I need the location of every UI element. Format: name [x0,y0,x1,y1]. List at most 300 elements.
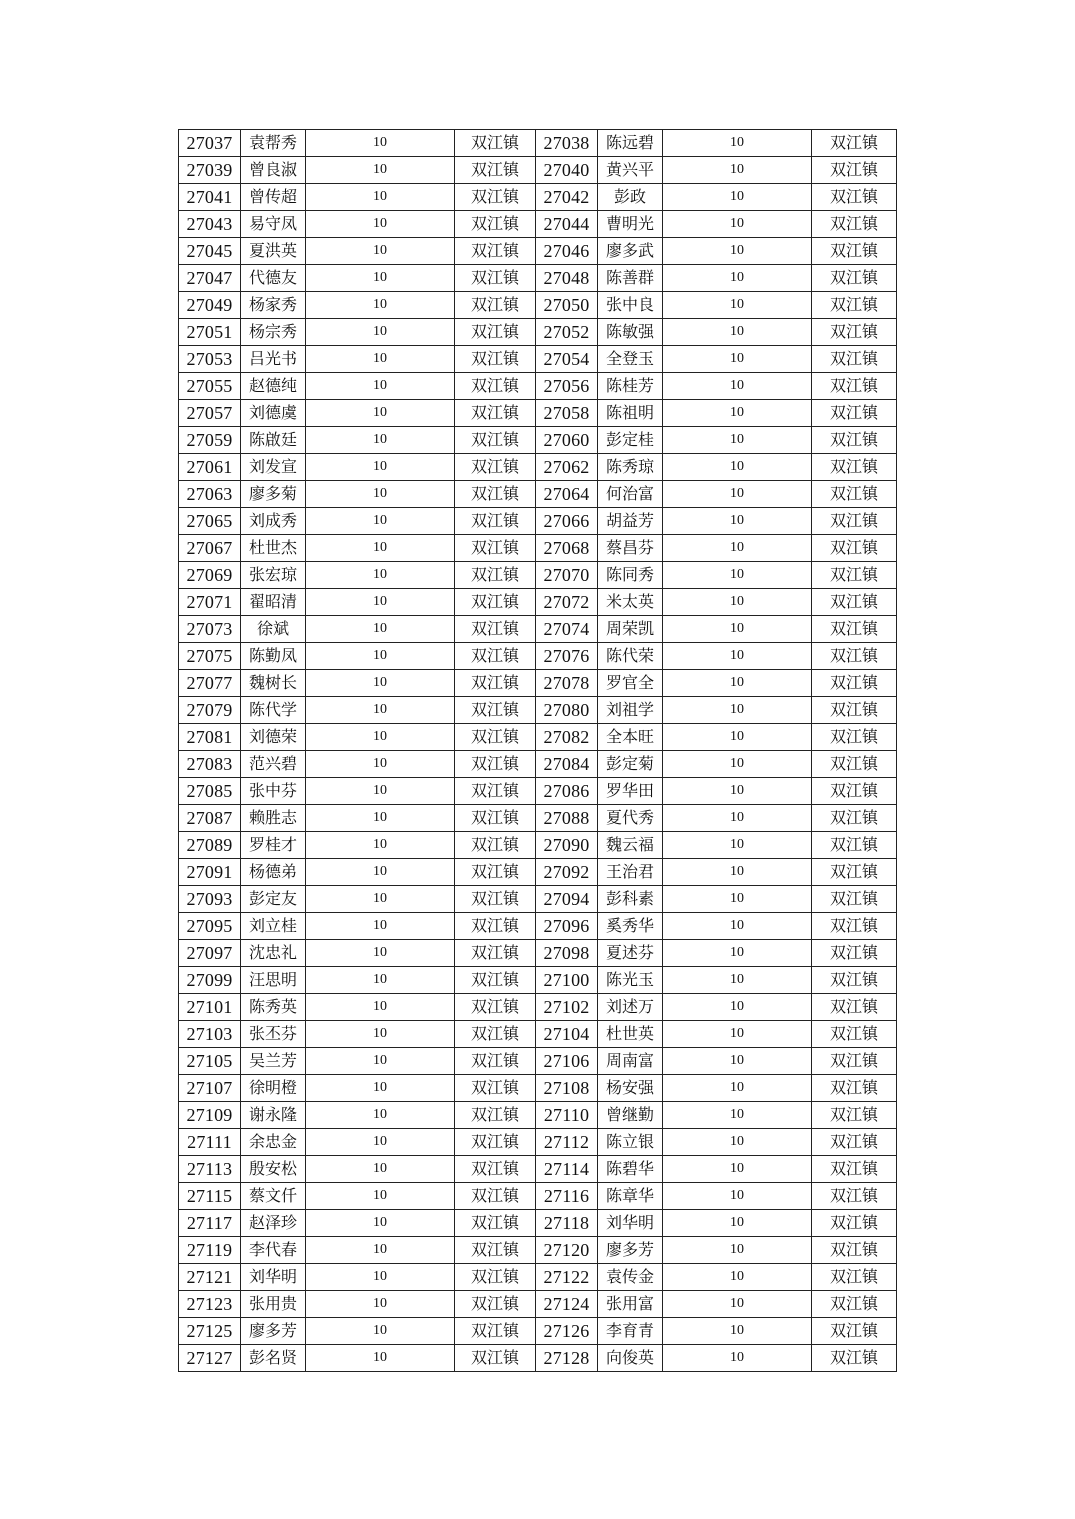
right-amount-value-cell: 10 [663,265,812,292]
right-person-name-cell: 陈远碧 [598,130,663,157]
left-record-id-cell: 27049 [179,292,241,319]
right-person-name-cell: 廖多武 [598,238,663,265]
right-person-name-cell: 陈同秀 [598,562,663,589]
right-record-id-cell: 27084 [536,751,598,778]
right-town-name-cell: 双江镇 [812,589,897,616]
table-row [179,1102,897,1129]
left-amount-value-cell: 10 [306,589,455,616]
right-town-name-cell: 双江镇 [812,886,897,913]
right-town-name-cell: 双江镇 [812,1318,897,1345]
right-town-name-cell: 双江镇 [812,1048,897,1075]
left-record-id-cell: 27057 [179,400,241,427]
left-record-id-cell: 27083 [179,751,241,778]
right-person-name-cell: 彭政 [598,184,663,211]
table-row [179,805,897,832]
right-person-name-cell: 周荣凯 [598,616,663,643]
left-record-id-cell: 27081 [179,724,241,751]
right-amount-value-cell: 10 [663,859,812,886]
left-person-name-cell: 殷安松 [241,1156,306,1183]
right-town-name-cell: 双江镇 [812,1075,897,1102]
left-amount-value-cell: 10 [306,319,455,346]
left-town-name-cell: 双江镇 [455,535,536,562]
left-amount-value-cell: 10 [306,778,455,805]
right-amount-value-cell: 10 [663,157,812,184]
right-amount-value-cell: 10 [663,319,812,346]
left-person-name-cell: 袁帮秀 [241,130,306,157]
left-town-name-cell: 双江镇 [455,130,536,157]
right-amount-value-cell: 10 [663,913,812,940]
table-row [179,616,897,643]
right-person-name-cell: 刘祖学 [598,697,663,724]
left-record-id-cell: 27037 [179,130,241,157]
right-town-name-cell: 双江镇 [812,454,897,481]
left-town-name-cell: 双江镇 [455,211,536,238]
left-town-name-cell: 双江镇 [455,670,536,697]
right-amount-value-cell: 10 [663,886,812,913]
left-record-id-cell: 27071 [179,589,241,616]
right-record-id-cell: 27110 [536,1102,598,1129]
right-record-id-cell: 27126 [536,1318,598,1345]
table-row [179,1291,897,1318]
right-record-id-cell: 27056 [536,373,598,400]
left-town-name-cell: 双江镇 [455,238,536,265]
right-town-name-cell: 双江镇 [812,1156,897,1183]
left-amount-value-cell: 10 [306,1264,455,1291]
right-person-name-cell: 陈祖明 [598,400,663,427]
table-row [179,1318,897,1345]
left-town-name-cell: 双江镇 [455,697,536,724]
table-row [179,967,897,994]
right-person-name-cell: 曹明光 [598,211,663,238]
right-town-name-cell: 双江镇 [812,292,897,319]
left-town-name-cell: 双江镇 [455,1156,536,1183]
table-row [179,1345,897,1372]
left-person-name-cell: 沈忠礼 [241,940,306,967]
right-town-name-cell: 双江镇 [812,373,897,400]
right-town-name-cell: 双江镇 [812,130,897,157]
left-person-name-cell: 曾良淑 [241,157,306,184]
right-amount-value-cell: 10 [663,130,812,157]
right-record-id-cell: 27064 [536,481,598,508]
left-person-name-cell: 吴兰芳 [241,1048,306,1075]
left-amount-value-cell: 10 [306,616,455,643]
right-town-name-cell: 双江镇 [812,643,897,670]
left-town-name-cell: 双江镇 [455,373,536,400]
left-person-name-cell: 彭名贤 [241,1345,306,1372]
right-person-name-cell: 彭定桂 [598,427,663,454]
right-amount-value-cell: 10 [663,1048,812,1075]
table-row [179,1075,897,1102]
right-town-name-cell: 双江镇 [812,238,897,265]
left-record-id-cell: 27077 [179,670,241,697]
left-person-name-cell: 李代春 [241,1237,306,1264]
right-record-id-cell: 27092 [536,859,598,886]
table-row [179,697,897,724]
table-row [179,832,897,859]
left-person-name-cell: 谢永隆 [241,1102,306,1129]
left-person-name-cell: 廖多芳 [241,1318,306,1345]
left-person-name-cell: 刘成秀 [241,508,306,535]
left-person-name-cell: 廖多菊 [241,481,306,508]
left-person-name-cell: 吕光书 [241,346,306,373]
table-row [179,1183,897,1210]
right-amount-value-cell: 10 [663,967,812,994]
left-town-name-cell: 双江镇 [455,481,536,508]
right-person-name-cell: 夏代秀 [598,805,663,832]
right-record-id-cell: 27120 [536,1237,598,1264]
right-town-name-cell: 双江镇 [812,535,897,562]
left-town-name-cell: 双江镇 [455,1291,536,1318]
right-record-id-cell: 27060 [536,427,598,454]
left-person-name-cell: 杨德弟 [241,859,306,886]
table-row [179,886,897,913]
right-record-id-cell: 27052 [536,319,598,346]
right-amount-value-cell: 10 [663,1237,812,1264]
table-row [179,184,897,211]
left-town-name-cell: 双江镇 [455,994,536,1021]
right-record-id-cell: 27072 [536,589,598,616]
right-person-name-cell: 蔡昌芬 [598,535,663,562]
right-amount-value-cell: 10 [663,1102,812,1129]
left-amount-value-cell: 10 [306,1102,455,1129]
right-town-name-cell: 双江镇 [812,967,897,994]
right-amount-value-cell: 10 [663,292,812,319]
left-town-name-cell: 双江镇 [455,589,536,616]
left-person-name-cell: 刘德虞 [241,400,306,427]
right-amount-value-cell: 10 [663,238,812,265]
right-record-id-cell: 27044 [536,211,598,238]
table-row [179,292,897,319]
right-person-name-cell: 彭定菊 [598,751,663,778]
left-town-name-cell: 双江镇 [455,1075,536,1102]
right-town-name-cell: 双江镇 [812,1021,897,1048]
right-record-id-cell: 27058 [536,400,598,427]
left-amount-value-cell: 10 [306,913,455,940]
left-record-id-cell: 27123 [179,1291,241,1318]
left-amount-value-cell: 10 [306,1048,455,1075]
left-person-name-cell: 范兴碧 [241,751,306,778]
right-town-name-cell: 双江镇 [812,751,897,778]
table-row [179,1129,897,1156]
left-town-name-cell: 双江镇 [455,751,536,778]
left-record-id-cell: 27047 [179,265,241,292]
right-record-id-cell: 27080 [536,697,598,724]
right-town-name-cell: 双江镇 [812,1129,897,1156]
left-person-name-cell: 刘发宣 [241,454,306,481]
left-person-name-cell: 彭定友 [241,886,306,913]
right-record-id-cell: 27070 [536,562,598,589]
right-amount-value-cell: 10 [663,1021,812,1048]
left-person-name-cell: 徐斌 [241,616,306,643]
left-town-name-cell: 双江镇 [455,508,536,535]
right-person-name-cell: 米太英 [598,589,663,616]
left-town-name-cell: 双江镇 [455,967,536,994]
right-person-name-cell: 全登玉 [598,346,663,373]
left-amount-value-cell: 10 [306,724,455,751]
left-person-name-cell: 赖胜志 [241,805,306,832]
left-town-name-cell: 双江镇 [455,292,536,319]
left-record-id-cell: 27075 [179,643,241,670]
right-town-name-cell: 双江镇 [812,697,897,724]
right-record-id-cell: 27112 [536,1129,598,1156]
left-record-id-cell: 27051 [179,319,241,346]
right-record-id-cell: 27046 [536,238,598,265]
left-person-name-cell: 赵德纯 [241,373,306,400]
left-amount-value-cell: 10 [306,157,455,184]
table-row [179,1048,897,1075]
right-record-id-cell: 27104 [536,1021,598,1048]
left-person-name-cell: 陈勤凤 [241,643,306,670]
right-record-id-cell: 27122 [536,1264,598,1291]
left-town-name-cell: 双江镇 [455,1264,536,1291]
right-person-name-cell: 彭科素 [598,886,663,913]
right-amount-value-cell: 10 [663,1345,812,1372]
right-person-name-cell: 刘述万 [598,994,663,1021]
left-record-id-cell: 27103 [179,1021,241,1048]
table-row [179,400,897,427]
left-record-id-cell: 27065 [179,508,241,535]
left-person-name-cell: 刘德荣 [241,724,306,751]
left-record-id-cell: 27079 [179,697,241,724]
right-record-id-cell: 27108 [536,1075,598,1102]
left-town-name-cell: 双江镇 [455,1237,536,1264]
left-town-name-cell: 双江镇 [455,886,536,913]
right-person-name-cell: 罗官全 [598,670,663,697]
left-amount-value-cell: 10 [306,1021,455,1048]
right-amount-value-cell: 10 [663,589,812,616]
right-town-name-cell: 双江镇 [812,562,897,589]
right-person-name-cell: 张中良 [598,292,663,319]
right-person-name-cell: 陈代荣 [598,643,663,670]
table-row [179,130,897,157]
left-amount-value-cell: 10 [306,967,455,994]
left-person-name-cell: 张用贵 [241,1291,306,1318]
table-row [179,724,897,751]
right-town-name-cell: 双江镇 [812,1237,897,1264]
left-person-name-cell: 汪思明 [241,967,306,994]
table-row [179,319,897,346]
left-town-name-cell: 双江镇 [455,346,536,373]
right-town-name-cell: 双江镇 [812,616,897,643]
right-amount-value-cell: 10 [663,697,812,724]
right-record-id-cell: 27082 [536,724,598,751]
left-person-name-cell: 陈啟廷 [241,427,306,454]
right-record-id-cell: 27038 [536,130,598,157]
table-row [179,1237,897,1264]
right-record-id-cell: 27078 [536,670,598,697]
left-person-name-cell: 陈代学 [241,697,306,724]
left-town-name-cell: 双江镇 [455,400,536,427]
left-person-name-cell: 张宏琼 [241,562,306,589]
left-amount-value-cell: 10 [306,562,455,589]
left-record-id-cell: 27089 [179,832,241,859]
left-town-name-cell: 双江镇 [455,832,536,859]
roster-table [178,129,897,1372]
right-record-id-cell: 27094 [536,886,598,913]
left-person-name-cell: 杜世杰 [241,535,306,562]
right-person-name-cell: 李育青 [598,1318,663,1345]
left-record-id-cell: 27115 [179,1183,241,1210]
right-town-name-cell: 双江镇 [812,427,897,454]
right-person-name-cell: 陈章华 [598,1183,663,1210]
left-record-id-cell: 27061 [179,454,241,481]
left-record-id-cell: 27127 [179,1345,241,1372]
left-town-name-cell: 双江镇 [455,1345,536,1372]
right-town-name-cell: 双江镇 [812,1264,897,1291]
right-town-name-cell: 双江镇 [812,913,897,940]
left-town-name-cell: 双江镇 [455,724,536,751]
left-amount-value-cell: 10 [306,994,455,1021]
right-town-name-cell: 双江镇 [812,805,897,832]
left-town-name-cell: 双江镇 [455,1129,536,1156]
left-person-name-cell: 翟昭清 [241,589,306,616]
left-person-name-cell: 夏洪英 [241,238,306,265]
right-record-id-cell: 27124 [536,1291,598,1318]
right-amount-value-cell: 10 [663,643,812,670]
right-amount-value-cell: 10 [663,1075,812,1102]
left-amount-value-cell: 10 [306,1345,455,1372]
left-amount-value-cell: 10 [306,940,455,967]
right-town-name-cell: 双江镇 [812,346,897,373]
right-town-name-cell: 双江镇 [812,400,897,427]
right-record-id-cell: 27088 [536,805,598,832]
right-person-name-cell: 陈桂芳 [598,373,663,400]
right-person-name-cell: 向俊英 [598,1345,663,1372]
right-town-name-cell: 双江镇 [812,832,897,859]
left-amount-value-cell: 10 [306,535,455,562]
right-record-id-cell: 27074 [536,616,598,643]
left-record-id-cell: 27101 [179,994,241,1021]
left-town-name-cell: 双江镇 [455,859,536,886]
left-town-name-cell: 双江镇 [455,427,536,454]
left-record-id-cell: 27099 [179,967,241,994]
left-record-id-cell: 27093 [179,886,241,913]
table-row [179,238,897,265]
left-record-id-cell: 27097 [179,940,241,967]
left-amount-value-cell: 10 [306,1291,455,1318]
right-record-id-cell: 27040 [536,157,598,184]
table-row [179,1156,897,1183]
left-record-id-cell: 27085 [179,778,241,805]
right-amount-value-cell: 10 [663,670,812,697]
left-town-name-cell: 双江镇 [455,157,536,184]
right-amount-value-cell: 10 [663,1264,812,1291]
right-person-name-cell: 陈立银 [598,1129,663,1156]
left-record-id-cell: 27117 [179,1210,241,1237]
left-person-name-cell: 张中芬 [241,778,306,805]
right-town-name-cell: 双江镇 [812,481,897,508]
right-amount-value-cell: 10 [663,373,812,400]
right-amount-value-cell: 10 [663,751,812,778]
left-record-id-cell: 27041 [179,184,241,211]
right-amount-value-cell: 10 [663,535,812,562]
right-record-id-cell: 27050 [536,292,598,319]
right-amount-value-cell: 10 [663,805,812,832]
right-record-id-cell: 27054 [536,346,598,373]
left-town-name-cell: 双江镇 [455,778,536,805]
left-town-name-cell: 双江镇 [455,184,536,211]
right-record-id-cell: 27106 [536,1048,598,1075]
left-amount-value-cell: 10 [306,1210,455,1237]
left-amount-value-cell: 10 [306,697,455,724]
right-person-name-cell: 曾继勤 [598,1102,663,1129]
left-amount-value-cell: 10 [306,130,455,157]
right-record-id-cell: 27098 [536,940,598,967]
table-row [179,481,897,508]
left-town-name-cell: 双江镇 [455,1021,536,1048]
right-record-id-cell: 27100 [536,967,598,994]
right-town-name-cell: 双江镇 [812,157,897,184]
left-amount-value-cell: 10 [306,184,455,211]
right-person-name-cell: 胡益芳 [598,508,663,535]
table-row [179,940,897,967]
right-town-name-cell: 双江镇 [812,1291,897,1318]
right-record-id-cell: 27066 [536,508,598,535]
left-amount-value-cell: 10 [306,265,455,292]
left-record-id-cell: 27105 [179,1048,241,1075]
left-person-name-cell: 张丕芬 [241,1021,306,1048]
right-town-name-cell: 双江镇 [812,265,897,292]
right-record-id-cell: 27042 [536,184,598,211]
right-person-name-cell: 刘华明 [598,1210,663,1237]
left-amount-value-cell: 10 [306,238,455,265]
right-record-id-cell: 27114 [536,1156,598,1183]
right-record-id-cell: 27068 [536,535,598,562]
left-person-name-cell: 赵泽珍 [241,1210,306,1237]
right-person-name-cell: 张用富 [598,1291,663,1318]
left-amount-value-cell: 10 [306,346,455,373]
right-person-name-cell: 杨安强 [598,1075,663,1102]
right-record-id-cell: 27048 [536,265,598,292]
right-town-name-cell: 双江镇 [812,184,897,211]
right-record-id-cell: 27102 [536,994,598,1021]
left-record-id-cell: 27045 [179,238,241,265]
left-record-id-cell: 27059 [179,427,241,454]
left-amount-value-cell: 10 [306,1183,455,1210]
left-person-name-cell: 杨宗秀 [241,319,306,346]
table-row [179,157,897,184]
left-town-name-cell: 双江镇 [455,1210,536,1237]
left-person-name-cell: 曾传超 [241,184,306,211]
right-amount-value-cell: 10 [663,427,812,454]
right-person-name-cell: 王治君 [598,859,663,886]
left-record-id-cell: 27121 [179,1264,241,1291]
left-record-id-cell: 27091 [179,859,241,886]
right-amount-value-cell: 10 [663,400,812,427]
left-town-name-cell: 双江镇 [455,805,536,832]
right-record-id-cell: 27086 [536,778,598,805]
table-row [179,346,897,373]
right-record-id-cell: 27062 [536,454,598,481]
right-amount-value-cell: 10 [663,454,812,481]
left-record-id-cell: 27073 [179,616,241,643]
left-person-name-cell: 易守凤 [241,211,306,238]
right-person-name-cell: 陈秀琼 [598,454,663,481]
table-row [179,562,897,589]
left-record-id-cell: 27119 [179,1237,241,1264]
left-person-name-cell: 蔡文仟 [241,1183,306,1210]
table-row [179,427,897,454]
left-person-name-cell: 陈秀英 [241,994,306,1021]
right-amount-value-cell: 10 [663,1156,812,1183]
right-town-name-cell: 双江镇 [812,778,897,805]
right-amount-value-cell: 10 [663,346,812,373]
right-person-name-cell: 陈光玉 [598,967,663,994]
right-amount-value-cell: 10 [663,940,812,967]
left-record-id-cell: 27039 [179,157,241,184]
left-amount-value-cell: 10 [306,832,455,859]
right-amount-value-cell: 10 [663,1318,812,1345]
